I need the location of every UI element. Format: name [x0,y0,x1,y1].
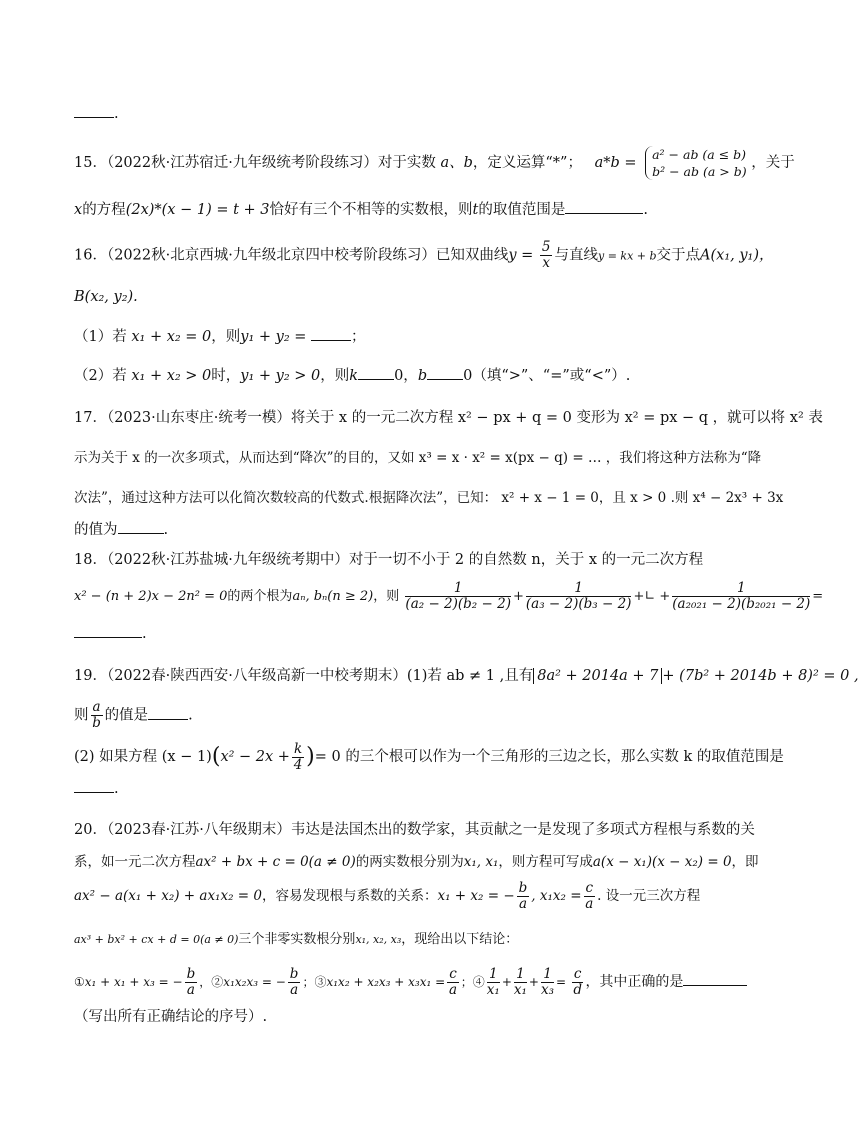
fraction: $\frac{1}{\text{(a₂₀₂₁ − 2)(b₂₀₂₁ − 2)}}$ [672,580,811,612]
fraction: $\frac{1}{\text{(a₂ − 2)(b₂ − 2)}}$ [405,580,511,612]
answer-blank[interactable] [148,705,188,720]
q20-conclusions: ①x₁ + x₁ + x₃ = − $\frac{b}{a}$ ，②x₁x₂x₃ = − $\frac{b}{a}$ ；③x₁x₂ + x₂x₃ + x₃x₁ = $\frac{c}{a}$ ；④ $\frac{1}{\text{x₁}}$ + $\frac{1}{\text{x₁}}$ + $\frac{1}{\text{x₃}}$ = $\frac{c}{d}$ ，其中正确的是 [74,966,724,998]
q17-line4: 的值为 . [74,519,724,540]
fraction: $\frac{c}{a}$ [448,966,457,998]
q18-line2: x² − (n + 2)x − 2n² = 0的两个根为aₙ, bₙ(n ≥ 2)，则 $\frac{1}{\text{(a₂ − 2)(b₂ − 2)}}$ + $\frac{1}{\text{(a₃ − 2)(b₃ − 2)}}$ +∟ + $\frac{1}{\text{(a₂₀₂₁ − 2)(b₂₀₂₁ − 2)}}$ = [74,580,824,612]
q19-line2: 则 $\frac{a}{b}$ 的值是 . [74,699,193,731]
answer-blank[interactable] [427,365,463,380]
fraction: $\frac{c}{d}$ [573,966,582,998]
q20-line1: 20．（2023春·江苏·八年级期末）韦达是法国杰出的数学家，其贡献之一是发现了多项式方程根与系数的关 [74,822,755,838]
answer-blank[interactable] [118,519,164,534]
q20-line2: 系，如一元二次方程ax² + bx + c = 0(a ≠ 0)的两实数根分别为x₁, x₁，则方程可写成a(x − x₁)(x − x₂) = 0，即 [74,854,759,870]
q18-line3: . [74,623,724,644]
q15-line1: 15．（2022秋·江苏宿迁·九年级统考阶段练习）对于实数 a、b，定义运算“*”； a*b = a² − ab (a ≤ b) b² − ab (a > b) ，关于 [74,147,795,179]
fraction: $\frac{k}{4}$ [293,740,303,773]
fraction: $\frac{b}{a}$ [289,966,299,998]
fraction: $\frac{5}{x}$ [541,239,551,271]
q17-line1: 17．（2023·山东枣庄·统考一模）将关于 x 的一元二次方程 x² − px + q = 0 变形为 x² = px − q ，就可以将 x² 表 [74,410,823,426]
q18-line1: 18．（2022秋·江苏盐城·九年级统考期中）对于一切不小于 2 的自然数 n，关于 x 的一元二次方程 [74,552,704,568]
q16-part1: （1）若 x₁ + x₂ = 0，则y₁ + y₂ = ； [74,326,724,347]
q19-line3: (2) 如果方程 (x − 1)(x² − 2x + $\frac{k}{4}$ )= 0 的三个根可以作为一个三角形的三边之长，那么实数 k 的取值范围是 [74,740,784,773]
answer-blank[interactable] [74,623,142,638]
fraction: $\frac{c}{a}$ [585,880,594,912]
answer-blank[interactable] [358,365,394,380]
q16-line1: 16．（2022秋·北京西城·九年级北京四中校考阶段练习）已知双曲线y = $\frac{5}{x}$ 与直线y = kx + b交于点A(x₁, y₁)， [74,239,774,271]
q20-line3: ax² − a(x₁ + x₂) + ax₁x₂ = 0，容易发现根与系数的关系：x₁ + x₂ = − $\frac{b}{a}$ , x₁x₂ = $\frac{c}{a}$ . 设一元三次方程 [74,880,701,912]
fraction: $\frac{1}{\text{x₃}}$ [540,966,554,998]
answer-blank[interactable] [311,326,351,341]
answer-blank[interactable] [74,778,114,793]
q17-line2: 示为关于 x 的一次多项式，从而达到“降次”的目的，又如 x³ = x · x² = x(px − q) = … ，我们将这种方法称为“降 [74,450,762,466]
q19-line1: 19．（2022春·陕西西安·八年级高新一中校考期末）(1)若 ab ≠ 1 ,且有 8a² + 2014a + 7 + (7b² + 2014b + 8)² = 0 , [74,668,859,684]
fraction: $\frac{b}{a}$ [186,966,196,998]
fraction: $\frac{a}{b}$ [92,699,101,731]
fraction: $\frac{1}{\text{x₁}}$ [513,966,527,998]
piecewise-definition: a² − ab (a ≤ b) b² − ab (a > b) [645,146,747,180]
q20-line4: ax³ + bx² + cx + d = 0(a ≠ 0)三个非零实数根分别x₁, x₂, x₃，现给出以下结论： [74,932,519,947]
fraction: $\frac{1}{\text{x₁}}$ [486,966,500,998]
fraction: $\frac{1}{\text{(a₃ − 2)(b₃ − 2)}}$ [525,580,632,612]
answer-blank[interactable] [74,103,114,118]
q17-line3: 次法”，通过这种方法可以化简次数较高的代数式.根据降次法”，已知： x² + x − 1 = 0，且 x > 0 .则 x⁴ − 2x³ + 3x [74,490,784,506]
q20-note: （写出所有正确结论的序号）. [74,1009,268,1025]
q19-line4: . [74,778,724,799]
answer-blank[interactable] [683,971,747,986]
q15-line2: x的方程(2x)*(x − 1) = t + 3恰好有三个不相等的实数根，则t的取值范围是 . [74,199,724,220]
q14-tail: . [74,103,724,124]
q16-line2: B(x₂, y₂). [74,289,138,305]
fraction: $\frac{b}{a}$ [518,880,528,912]
answer-blank[interactable] [565,199,643,214]
q16-part2: （2）若 x₁ + x₂ > 0时，y₁ + y₂ > 0，则k 0，b 0（填“>”、“=”或“<”）. [74,365,724,386]
